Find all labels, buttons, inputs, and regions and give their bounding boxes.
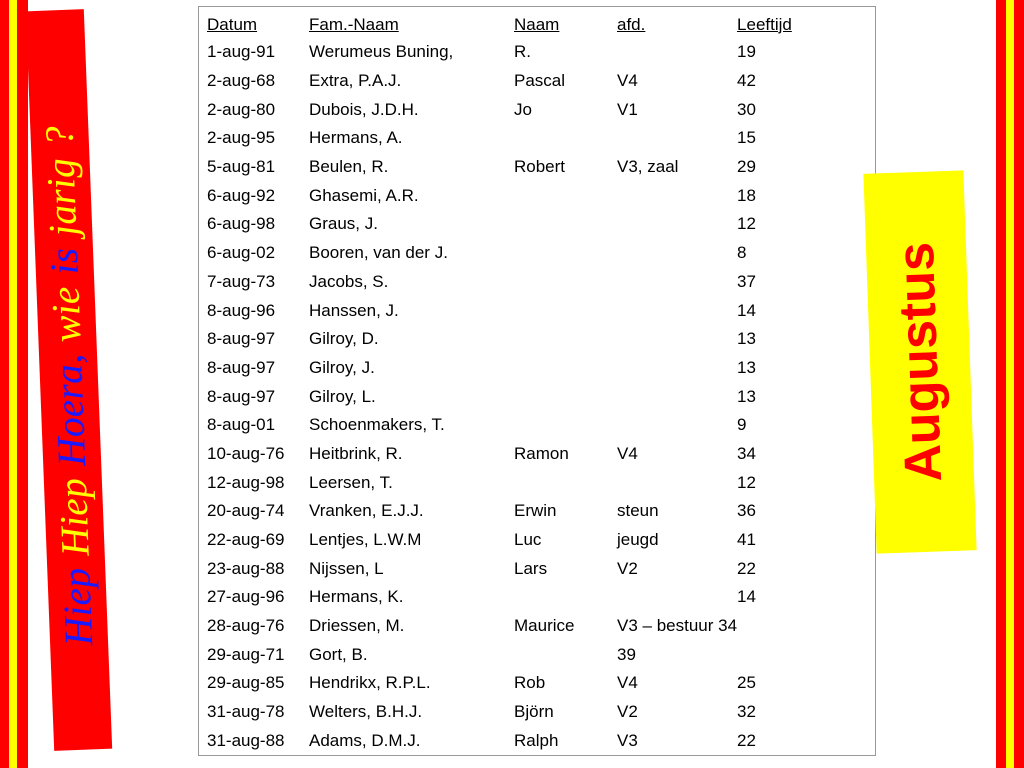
cell-datum: 8-aug-97: [207, 357, 276, 377]
cell-naam: Maurice: [514, 616, 575, 636]
cell-fam-naam: Extra, P.A.J.: [309, 71, 402, 91]
cell-afd: [617, 354, 737, 383]
cell-leeftijd: 42: [737, 71, 756, 91]
table-row: [207, 181, 827, 210]
cell-naam: Rob: [514, 673, 546, 693]
cell-fam-naam: Schoenmakers, T.: [309, 415, 445, 435]
cell-naam: [514, 640, 617, 669]
cell-naam: [514, 325, 617, 354]
cell-fam-naam: Ghasemi, A.R.: [309, 185, 419, 205]
table-row: [207, 526, 827, 555]
cell-leeftijd: 14: [737, 587, 756, 607]
cell-naam: Ralph: [514, 730, 559, 750]
table-row: [207, 497, 827, 526]
cell-afd: [617, 296, 737, 325]
table-row: [207, 239, 827, 268]
cell-afd: [617, 268, 737, 297]
cell-datum: 27-aug-96: [207, 587, 285, 607]
cell-fam-naam: Booren, van der J.: [309, 243, 448, 263]
header-afd: afd.: [617, 14, 646, 34]
table-row: [207, 612, 827, 641]
cell-naam: R.: [514, 42, 531, 62]
table-body: [207, 38, 827, 755]
cell-naam: Robert: [514, 157, 566, 177]
title-word-5: is: [40, 247, 87, 276]
cell-fam-naam: Werumeus Buning,: [309, 42, 454, 62]
cell-leeftijd: 19: [737, 42, 756, 62]
cell-leeftijd: 34: [737, 443, 756, 463]
cell-leeftijd: 13: [737, 386, 756, 406]
cell-fam-naam: Gilroy, J.: [309, 357, 375, 377]
cell-afd: V1: [617, 99, 638, 119]
cell-afd: [617, 468, 737, 497]
cell-leeftijd: 15: [737, 128, 756, 148]
cell-afd: V4: [617, 673, 638, 693]
cell-naam: [514, 124, 617, 153]
cell-leeftijd: 36: [737, 501, 756, 521]
cell-leeftijd: 8: [737, 243, 747, 263]
cell-leeftijd: 9: [737, 415, 747, 435]
cell-afd: [617, 38, 737, 67]
cell-naam: [514, 210, 617, 239]
cell-naam: [514, 181, 617, 210]
cell-fam-naam: Gilroy, L.: [309, 386, 376, 406]
cell-fam-naam: Hermans, A.: [309, 128, 403, 148]
cell-datum: 29-aug-85: [207, 673, 285, 693]
cell-datum: 2-aug-95: [207, 128, 276, 148]
title-word-1: Hiep: [53, 567, 102, 647]
cell-naam: [514, 583, 617, 612]
cell-naam: Ramon: [514, 443, 569, 463]
table-row: [207, 554, 827, 583]
cell-afd: V2: [617, 558, 638, 578]
cell-datum: 8-aug-97: [207, 329, 276, 349]
cell-fam-naam: Dubois, J.D.H.: [309, 99, 419, 119]
cell-naam: Jo: [514, 99, 532, 119]
cell-leeftijd: 32: [737, 702, 756, 722]
cell-fam-naam: Lentjes, L.W.M: [309, 530, 422, 550]
cell-leeftijd: 29: [737, 157, 756, 177]
cell-afd: V3 – bestuur 34: [617, 616, 738, 636]
header-fam-naam: Fam.-Naam: [309, 14, 399, 34]
table-header-row: [207, 11, 827, 38]
cell-naam: Pascal: [514, 71, 566, 91]
cell-naam: Erwin: [514, 501, 557, 521]
cell-leeftijd: 41: [737, 530, 756, 550]
cell-datum: 8-aug-01: [207, 415, 276, 435]
cell-afd: [617, 181, 737, 210]
table-row: [207, 124, 827, 153]
cell-datum: 20-aug-74: [207, 501, 285, 521]
cell-afd: steun: [617, 501, 659, 521]
cell-fam-naam: Hermans, K.: [309, 587, 404, 607]
table-row: [207, 468, 827, 497]
table-row: [207, 440, 827, 469]
cell-datum: 22-aug-69: [207, 530, 285, 550]
birthday-title-text: [27, 29, 112, 731]
table-row: [207, 698, 827, 727]
cell-leeftijd: 22: [737, 558, 756, 578]
cell-datum: 31-aug-78: [207, 702, 285, 722]
cell-naam: [514, 239, 617, 268]
cell-leeftijd: [737, 612, 827, 641]
table-row: [207, 268, 827, 297]
cell-leeftijd: 13: [737, 357, 756, 377]
cell-leeftijd: 13: [737, 329, 756, 349]
table-row: [207, 325, 827, 354]
cell-datum: 28-aug-76: [207, 616, 285, 636]
cell-naam: Björn: [514, 702, 554, 722]
cell-naam: [514, 382, 617, 411]
table-row: [207, 583, 827, 612]
month-banner: [863, 170, 976, 553]
cell-afd: [617, 382, 737, 411]
cell-leeftijd: 12: [737, 472, 756, 492]
left-edge-inner-stripe: [9, 0, 17, 768]
cell-fam-naam: Driessen, M.: [309, 616, 405, 636]
cell-fam-naam: Graus, J.: [309, 214, 378, 234]
cell-fam-naam: Adams, D.M.J.: [309, 730, 421, 750]
cell-afd: [617, 239, 737, 268]
cell-naam: Lars: [514, 558, 548, 578]
cell-datum: 23-aug-88: [207, 558, 285, 578]
header-leeftijd: Leeftijd: [737, 14, 792, 34]
cell-datum: 2-aug-80: [207, 99, 276, 119]
cell-datum: 5-aug-81: [207, 157, 276, 177]
title-word-2: Hiep: [49, 477, 98, 557]
right-edge-inner-stripe: [1006, 0, 1014, 768]
cell-afd: [617, 411, 737, 440]
table-row: [207, 727, 827, 756]
cell-fam-naam: Beulen, R.: [309, 157, 389, 177]
cell-afd: [617, 325, 737, 354]
header-naam: Naam: [514, 14, 560, 34]
birthday-table-frame: [198, 6, 876, 756]
cell-fam-naam: Jacobs, S.: [309, 271, 389, 291]
right-edge-stripe: [996, 0, 1024, 768]
cell-naam: [514, 296, 617, 325]
title-word-3: Hoera,: [45, 353, 95, 468]
cell-naam: Luc: [514, 530, 542, 550]
cell-datum: 8-aug-97: [207, 386, 276, 406]
cell-datum: 7-aug-73: [207, 271, 276, 291]
cell-fam-naam: Hanssen, J.: [309, 300, 399, 320]
cell-fam-naam: Hendrikx, R.P.L.: [309, 673, 431, 693]
cell-datum: 1-aug-91: [207, 42, 276, 62]
cell-fam-naam: Welters, B.H.J.: [309, 702, 423, 722]
table-row: [207, 354, 827, 383]
cell-afd: 39: [617, 644, 636, 664]
cell-datum: 31-aug-88: [207, 730, 285, 750]
cell-datum: 10-aug-76: [207, 443, 285, 463]
cell-fam-naam: Nijssen, L: [309, 558, 384, 578]
cell-leeftijd: 14: [737, 300, 756, 320]
cell-leeftijd: 30: [737, 99, 756, 119]
table-row: [207, 296, 827, 325]
title-word-6: jarig: [37, 157, 86, 237]
table-row: [207, 669, 827, 698]
table-row: [207, 95, 827, 124]
cell-naam: [514, 354, 617, 383]
cell-fam-naam: Heitbrink, R.: [309, 443, 403, 463]
cell-afd: [617, 210, 737, 239]
cell-leeftijd: 25: [737, 673, 756, 693]
cell-datum: 29-aug-71: [207, 644, 285, 664]
title-word-4: wie: [42, 285, 90, 344]
cell-fam-naam: Gort, B.: [309, 644, 368, 664]
cell-fam-naam: Vranken, E.J.J.: [309, 501, 424, 521]
cell-leeftijd: [737, 640, 827, 669]
month-label: Augustus: [886, 241, 954, 483]
header-datum: Datum: [207, 14, 258, 34]
cell-leeftijd: 37: [737, 271, 756, 291]
left-edge-stripe: [0, 0, 28, 768]
cell-datum: 12-aug-98: [207, 472, 285, 492]
cell-datum: 6-aug-92: [207, 185, 276, 205]
cell-afd: V3, zaal: [617, 157, 679, 177]
cell-naam: [514, 268, 617, 297]
cell-leeftijd: 22: [737, 730, 756, 750]
table-row: [207, 382, 827, 411]
cell-afd: jeugd: [617, 530, 659, 550]
birthday-table: [207, 11, 827, 755]
table-row: [207, 411, 827, 440]
title-word-7: ?: [36, 125, 83, 148]
table-row: [207, 38, 827, 67]
table-row: [207, 67, 827, 96]
cell-afd: V3: [617, 730, 638, 750]
cell-datum: 8-aug-96: [207, 300, 276, 320]
cell-afd: V4: [617, 71, 638, 91]
cell-datum: 2-aug-68: [207, 71, 276, 91]
cell-fam-naam: Leersen, T.: [309, 472, 393, 492]
cell-leeftijd: 18: [737, 185, 756, 205]
table-row: [207, 210, 827, 239]
cell-afd: V2: [617, 702, 638, 722]
cell-leeftijd: 12: [737, 214, 756, 234]
cell-naam: [514, 468, 617, 497]
birthday-title-banner: [26, 9, 112, 751]
cell-fam-naam: Gilroy, D.: [309, 329, 379, 349]
cell-afd: [617, 124, 737, 153]
cell-datum: 6-aug-02: [207, 243, 276, 263]
table-row: [207, 640, 827, 669]
table-row: [207, 153, 827, 182]
cell-afd: [617, 583, 737, 612]
cell-naam: [514, 411, 617, 440]
cell-afd: V4: [617, 443, 638, 463]
cell-datum: 6-aug-98: [207, 214, 276, 234]
